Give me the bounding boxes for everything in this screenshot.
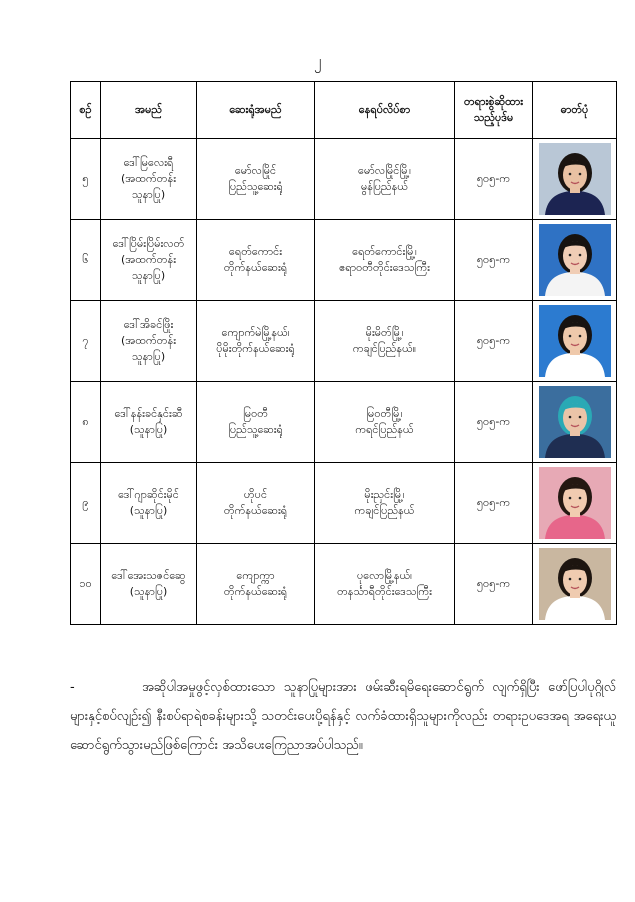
header-section: တရားစွဲဆိုထား သည့်ပုဒ်မ [455, 82, 533, 139]
cell-hospital-line: တိုက်နယ်ဆေးရုံ [223, 261, 288, 274]
cell-no: ၅ [71, 139, 101, 220]
table-header-row [71, 82, 617, 139]
cell-address-line: ရေတ်ကောင်းမြို့၊ [352, 245, 417, 259]
header-photo: ဓာတ်ပုံ [533, 82, 617, 139]
cell-section: ၅၀၅-က [455, 220, 533, 301]
cell-photo [533, 382, 617, 463]
cell-name [101, 139, 197, 220]
cell-name-line: (အထက်တန်း [121, 334, 176, 348]
cell-name-line: သူနာပြု) [131, 349, 166, 363]
cell-hospital-line: မော်လမြိုင် [234, 164, 277, 178]
cell-address-line: မွန်ပြည်နယ် [360, 180, 409, 193]
cell-hospital-line: ပိုမိုးတိုက်နယ်ဆေးရုံ [216, 342, 295, 355]
cell-name-line: ဒေါ်နန်းခင်နှင်းဆီ [114, 407, 183, 421]
page-number: ၂ [313, 52, 322, 70]
portrait-photo [539, 305, 611, 377]
cell-hospital-line: ရေတ်ကောင်း [228, 245, 283, 259]
portrait-photo [539, 386, 611, 458]
cell-name-line: ဒေါ်အေးသဇင်ဆွေ [111, 569, 186, 583]
cell-name-line: (အထက်တန်း [121, 253, 176, 267]
cell-name-line: (သူနာပြု) [129, 504, 168, 517]
cell-hospital [197, 382, 315, 463]
cell-hospital-line: တိုက်နယ်ဆေးရုံ [223, 585, 288, 598]
cell-address-line: မြဝတီမြို့၊ [366, 407, 403, 421]
table-row [71, 301, 617, 382]
wanted-nurses-table [70, 81, 617, 625]
cell-address-line: တနင်္သာရီတိုင်းဒေသကြီး [337, 585, 432, 598]
cell-name [101, 220, 197, 301]
cell-section: ၅၀၅-က [455, 463, 533, 544]
cell-name [101, 544, 197, 625]
cell-name [101, 463, 197, 544]
cell-name [101, 301, 197, 382]
cell-address-line: ဧရာဝတီတိုင်းဒေသကြီး [339, 261, 430, 274]
cell-hospital-line: တိုက်နယ်ဆေးရုံ [223, 504, 288, 517]
cell-address-line: ကချင်ပြည်နယ်။ [352, 342, 417, 355]
cell-address-line: မိုးမိတ်မြို့၊ [365, 326, 404, 340]
cell-address [315, 544, 455, 625]
cell-address [315, 301, 455, 382]
cell-name-line: (အထက်တန်း [121, 172, 176, 186]
cell-photo [533, 220, 617, 301]
cell-section: ၅၀၅-က [455, 544, 533, 625]
paragraph-dash: - [70, 680, 75, 695]
header-no: စဉ် [71, 82, 101, 139]
cell-hospital [197, 139, 315, 220]
cell-hospital-line: ပြည်သူ့ဆေးရုံ [228, 423, 283, 436]
cell-address-line: ကရင်ပြည်နယ် [355, 423, 414, 436]
cell-no: ၇ [71, 301, 101, 382]
cell-name-line: (သူနာပြု) [129, 585, 168, 598]
cell-no: ၉ [71, 463, 101, 544]
cell-name-line: ဒေါ်အိခင်ဖြိုး [123, 318, 174, 332]
cell-photo [533, 301, 617, 382]
portrait-photo [539, 143, 611, 215]
cell-name-line: ဒေါ်မြလေးရီ [123, 156, 174, 170]
table-row [71, 139, 617, 220]
table-row [71, 544, 617, 625]
cell-address [315, 139, 455, 220]
cell-no: ၆ [71, 220, 101, 301]
cell-hospital [197, 220, 315, 301]
cell-hospital [197, 544, 315, 625]
cell-name-line: သူနာပြု) [131, 187, 166, 201]
cell-address [315, 463, 455, 544]
cell-hospital-line: မြဝတီ [242, 407, 269, 421]
cell-name-line: ဒေါ်ပြိမ်းပြိမ်းလတ် [112, 237, 185, 251]
cell-section: ၅၀၅-က [455, 301, 533, 382]
paragraph-text: အဆိုပါအမှုဖွင့်လှစ်ထားသော သူနာပြုများအား ဖမ်းဆီးရမိရေးဆောင်ရွက် လျက်ရှိပြီး ဖော်ပြပါပုဂ္ဂိုလ်များနှင့်စပ်လျဉ်း၍ နီးစပ်ရာရဲစခန်းများသို့ သတင်းပေးပို့ရန်နှင့် လက်ခံထားရှိသူများကိုလည်း တရားဥပဒေအရ အရေးယူဆောင်ရွက်သွားမည်ဖြစ်ကြောင်း အသိပေးကြေညာအပ်ပါသည်။ [70, 680, 616, 753]
cell-hospital-line: ကျောက်မဲမြို့နယ်၊ [221, 326, 290, 340]
cell-photo [533, 544, 617, 625]
cell-photo [533, 139, 617, 220]
portrait-photo [539, 548, 611, 620]
cell-name [101, 382, 197, 463]
cell-address-line: မိုးညှင်းမြို့၊ [364, 488, 405, 502]
cell-address [315, 382, 455, 463]
table-row [71, 463, 617, 544]
cell-no: ၁၀ [71, 544, 101, 625]
cell-hospital-line: ပြည်သူ့ဆေးရုံ [228, 180, 283, 193]
cell-hospital [197, 301, 315, 382]
cell-section: ၅၀၅-က [455, 382, 533, 463]
cell-address-line: ပုလောမြို့နယ်၊ [356, 569, 413, 583]
cell-photo [533, 463, 617, 544]
table-body [71, 139, 617, 625]
cell-hospital-line: ကျောက္ကာ [236, 569, 275, 583]
cell-address-line: မော်လမြိုင်မြို့၊ [358, 164, 411, 178]
portrait-photo [539, 467, 611, 539]
header-address: နေရပ်လိပ်စာ [315, 82, 455, 139]
cell-address [315, 220, 455, 301]
cell-section: ၅၀၅-က [455, 139, 533, 220]
table-row [71, 220, 617, 301]
header-hospital: ဆေးရုံအမည် [197, 82, 315, 139]
cell-name-line: သူနာပြု) [131, 268, 166, 282]
cell-hospital [197, 463, 315, 544]
table-row [71, 382, 617, 463]
portrait-photo [539, 224, 611, 296]
notice-paragraph [70, 673, 616, 760]
cell-name-line: (သူနာပြု) [129, 423, 168, 436]
cell-name-line: ဒေါ်ဂျာဆိုင်းမိုင် [118, 488, 179, 502]
cell-address-line: ကချင်ပြည်နယ် [354, 504, 415, 517]
cell-hospital-line: ဟိုပင် [243, 488, 268, 502]
cell-no: ၈ [71, 382, 101, 463]
header-name: အမည် [101, 82, 197, 139]
